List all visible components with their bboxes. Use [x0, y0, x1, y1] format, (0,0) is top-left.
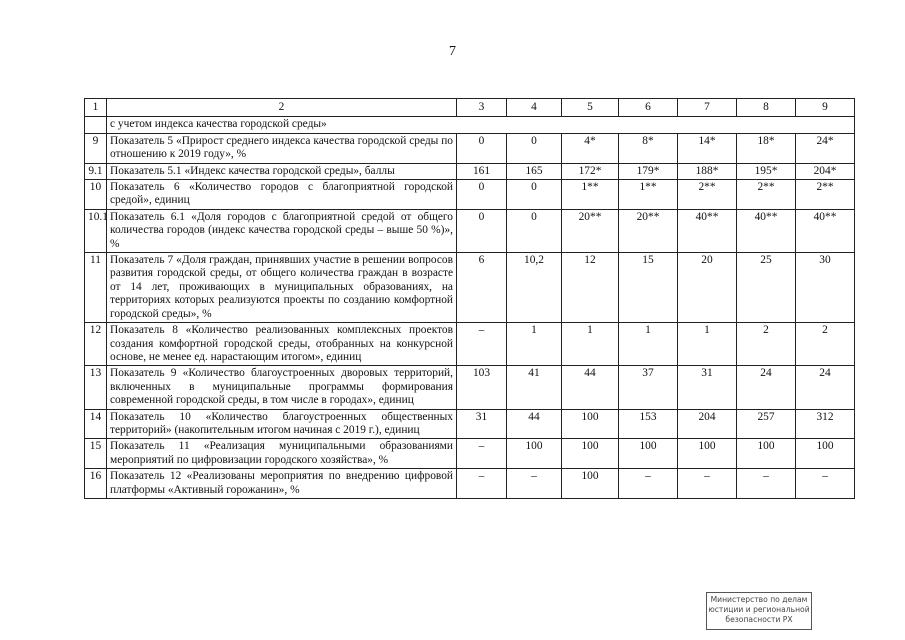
- indicator-value: 2**: [678, 180, 737, 210]
- indicator-value: 257: [737, 409, 796, 439]
- indicator-value: 25: [737, 253, 796, 323]
- indicator-value: 24: [796, 366, 855, 409]
- indicator-value: 188*: [678, 163, 737, 179]
- indicator-value: 12: [562, 253, 619, 323]
- indicator-value: 2**: [796, 180, 855, 210]
- indicator-value: 1**: [619, 180, 678, 210]
- indicator-value: 0: [507, 133, 562, 163]
- indicator-value: 103: [457, 366, 507, 409]
- row-number: 10: [85, 180, 107, 210]
- indicator-value: 4*: [562, 133, 619, 163]
- indicator-value: 2: [796, 323, 855, 366]
- indicator-value: 44: [562, 366, 619, 409]
- indicator-value: 31: [457, 409, 507, 439]
- continuation-num-cell: [85, 117, 107, 133]
- indicator-value: 100: [619, 439, 678, 469]
- indicator-value: –: [457, 469, 507, 499]
- header-cell: 4: [507, 99, 562, 117]
- row-number: 14: [85, 409, 107, 439]
- indicator-value: 2**: [737, 180, 796, 210]
- indicator-value: 100: [507, 439, 562, 469]
- indicator-value: 204*: [796, 163, 855, 179]
- indicator-value: 1: [562, 323, 619, 366]
- indicator-value: –: [457, 439, 507, 469]
- continuation-text: с учетом индекса качества городской среды»: [107, 117, 855, 133]
- indicator-value: 30: [796, 253, 855, 323]
- indicator-value: 6: [457, 253, 507, 323]
- indicator-value: 1: [619, 323, 678, 366]
- indicator-value: 10,2: [507, 253, 562, 323]
- row-number: 16: [85, 469, 107, 499]
- indicator-value: 0: [457, 180, 507, 210]
- indicator-value: 24: [737, 366, 796, 409]
- indicator-description: Показатель 5.1 «Индекс качества городской среды», баллы: [107, 163, 457, 179]
- indicator-value: 153: [619, 409, 678, 439]
- indicator-description: Показатель 7 «Доля граждан, принявших участие в решении вопросов развития городской среды, от общего количества граждан в возрасте от 14 лет, проживающих в муниципальных образованиях, на территориях которых реализуются проекты по созданию комфортной городской среды», %: [107, 253, 457, 323]
- header-row: [85, 99, 855, 117]
- row-number: 9: [85, 133, 107, 163]
- row-number: 15: [85, 439, 107, 469]
- row-number: 9.1: [85, 163, 107, 179]
- indicator-value: 41: [507, 366, 562, 409]
- indicator-value: 37: [619, 366, 678, 409]
- table-row: [85, 180, 855, 210]
- table-row: [85, 209, 855, 252]
- indicator-value: 40**: [737, 209, 796, 252]
- indicator-value: 100: [562, 469, 619, 499]
- indicator-value: 1: [678, 323, 737, 366]
- indicator-value: 0: [507, 180, 562, 210]
- indicator-value: 31: [678, 366, 737, 409]
- table-row: [85, 323, 855, 366]
- indicator-value: 1**: [562, 180, 619, 210]
- row-number: 10.1: [85, 209, 107, 252]
- stamp-line: безопасности РХ: [725, 615, 793, 624]
- indicator-value: 20**: [619, 209, 678, 252]
- header-cell: 6: [619, 99, 678, 117]
- stamp-line: юстиции и региональной: [708, 605, 810, 614]
- indicators-table: [84, 98, 855, 499]
- indicator-value: 40**: [796, 209, 855, 252]
- indicator-value: 165: [507, 163, 562, 179]
- indicator-value: 312: [796, 409, 855, 439]
- indicator-value: 44: [507, 409, 562, 439]
- indicator-description: Показатель 12 «Реализованы мероприятия по внедрению цифровой платформы «Активный горожанин», %: [107, 469, 457, 499]
- indicator-value: 100: [562, 409, 619, 439]
- indicator-value: 18*: [737, 133, 796, 163]
- table-row: [85, 253, 855, 323]
- indicator-description: Показатель 8 «Количество реализованных комплексных проектов создания комфортной городской среды, отобранных на конкурсной основе, не менее ед. нарастающим итогом», единиц: [107, 323, 457, 366]
- indicator-value: –: [737, 469, 796, 499]
- header-cell: 3: [457, 99, 507, 117]
- indicator-value: 100: [678, 439, 737, 469]
- indicator-value: 204: [678, 409, 737, 439]
- table-row: [85, 439, 855, 469]
- indicator-description: Показатель 9 «Количество благоустроенных дворовых территорий, включенных в муниципальные программы формирования современной городской среды, в том числе в городах», единиц: [107, 366, 457, 409]
- indicator-value: 195*: [737, 163, 796, 179]
- header-cell: 8: [737, 99, 796, 117]
- continuation-row: [85, 117, 855, 133]
- indicator-value: 15: [619, 253, 678, 323]
- header-cell: 9: [796, 99, 855, 117]
- indicator-value: –: [457, 323, 507, 366]
- indicator-value: 179*: [619, 163, 678, 179]
- indicator-value: 172*: [562, 163, 619, 179]
- indicator-value: 0: [457, 209, 507, 252]
- indicator-value: 161: [457, 163, 507, 179]
- table-row: [85, 469, 855, 499]
- indicator-value: 100: [562, 439, 619, 469]
- indicator-value: 8*: [619, 133, 678, 163]
- table-row: [85, 163, 855, 179]
- row-number: 13: [85, 366, 107, 409]
- indicator-value: 40**: [678, 209, 737, 252]
- table-row: [85, 133, 855, 163]
- indicator-value: 2: [737, 323, 796, 366]
- indicator-value: –: [796, 469, 855, 499]
- stamp-line: Министерство по делам: [710, 595, 808, 604]
- row-number: 11: [85, 253, 107, 323]
- indicator-description: Показатель 6 «Количество городов с благоприятной городской средой», единиц: [107, 180, 457, 210]
- row-number: 12: [85, 323, 107, 366]
- indicator-value: 100: [737, 439, 796, 469]
- indicator-description: Показатель 6.1 «Доля городов с благоприятной средой от общего количества городов (индекс качества городской среды – выше 50 %)», %: [107, 209, 457, 252]
- table-row: [85, 366, 855, 409]
- indicator-value: 0: [457, 133, 507, 163]
- indicator-description: Показатель 11 «Реализация муниципальными образованиями мероприятий по цифровизации городского хозяйства», %: [107, 439, 457, 469]
- page-number: 7: [449, 44, 456, 59]
- indicator-value: 20: [678, 253, 737, 323]
- indicator-value: 24*: [796, 133, 855, 163]
- table-row: [85, 409, 855, 439]
- indicator-value: –: [678, 469, 737, 499]
- indicator-value: 1: [507, 323, 562, 366]
- registration-stamp: [706, 592, 812, 630]
- header-cell: 2: [107, 99, 457, 117]
- indicator-value: –: [507, 469, 562, 499]
- header-cell: 5: [562, 99, 619, 117]
- header-cell: 1: [85, 99, 107, 117]
- indicator-value: –: [619, 469, 678, 499]
- indicator-value: 100: [796, 439, 855, 469]
- indicator-description: Показатель 10 «Количество благоустроенных общественных территорий» (накопительным итогом начиная с 2019 г.), единиц: [107, 409, 457, 439]
- indicator-description: Показатель 5 «Прирост среднего индекса качества городской среды по отношению к 2019 году», %: [107, 133, 457, 163]
- indicator-value: 14*: [678, 133, 737, 163]
- indicator-value: 20**: [562, 209, 619, 252]
- indicator-value: 0: [507, 209, 562, 252]
- header-cell: 7: [678, 99, 737, 117]
